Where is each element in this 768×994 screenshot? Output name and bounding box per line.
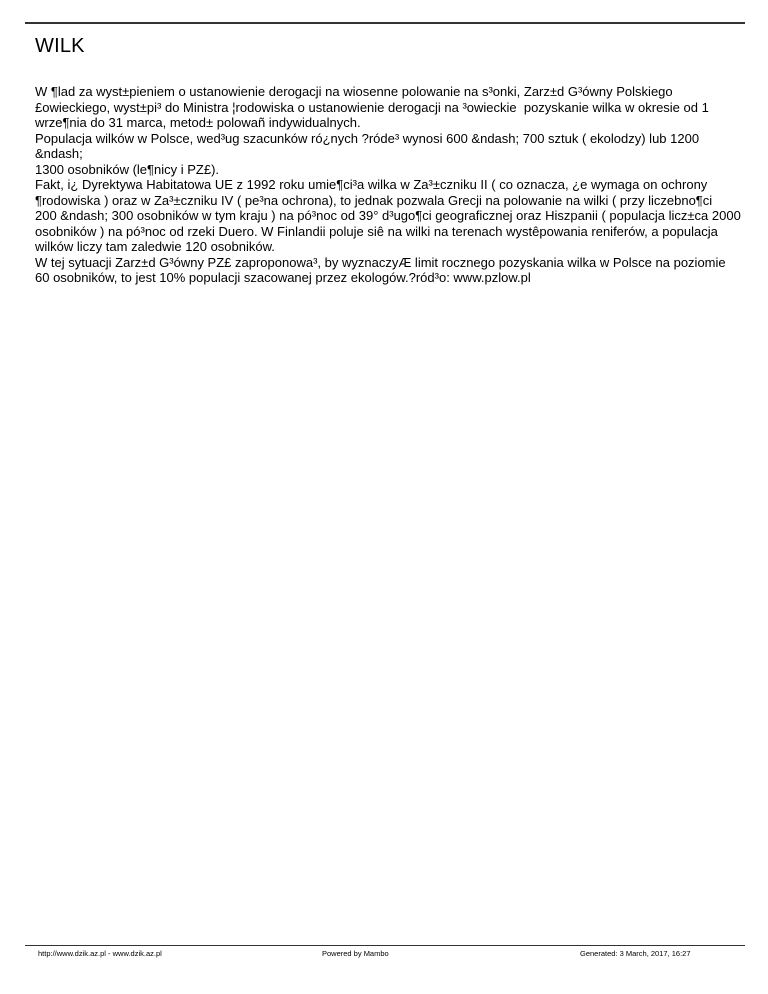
footer-generated-date: Generated: 3 March, 2017, 16:27	[580, 949, 691, 958]
article-body	[35, 84, 747, 286]
article-paragraph: W ¶lad za wyst±pieniem o ustanowienie derogacji na wiosenne polowanie na s³onki, Zarz±d G³ówny Polskiego £owieckiego, wyst±pi³ do Ministra ¦rodowiska o ustanowienie derogacji na ³owieckie pozyskanie wilka w okresie od 1 wrze¶nia do 31 marca, metod± polowañ indywidualnych.	[35, 84, 709, 130]
article-title: WILK	[35, 35, 85, 57]
article-paragraph: Fakt, i¿ Dyrektywa Habitatowa UE z 1992 roku umie¶ci³a wilka w Za³±czniku II ( co oznacza, ¿e wymaga on ochrony ¶rodowiska ) oraz w Za³±czniku IV ( pe³na ochrona), to jednak pozwala Grecji na polowanie na wilki ( przy liczebno¶ci 200 &ndash; 300 osobników w tym kraju ) na pó³noc od 39° d³ugo¶ci geograficznej oraz Hiszpanii ( populacja licz±ca 2000 osobników ) na pó³noc od rzeki Duero. W Finlandii poluje siê na wilki na terenach wystêpowania reniferów, a populacja wilków liczy tam zaledwie 120 osobników.	[35, 177, 741, 254]
bottom-divider	[25, 945, 745, 946]
article-paragraph: Populacja wilków w Polsce, wed³ug szacunków ró¿nych ?róde³ wynosi 600 &ndash; 700 sztuk ( ekolodzy) lub 1200 &ndash; 1300 osobników (le¶nicy i PZ£).	[35, 130, 700, 177]
top-divider	[25, 22, 745, 24]
footer-powered-by: Powered by Mambo	[322, 949, 389, 958]
footer-site-url: http://www.dzik.az.pl - www.dzik.az.pl	[38, 949, 162, 958]
article-paragraph: W tej sytuacji Zarz±d G³ówny PZ£ zaproponowa³, by wyznaczyÆ limit rocznego pozyskania wilka w Polsce na poziomie 60 osobników, to jest 10% populacji szacowanej przez ekologów.?ród³o: www.pzlow.pl	[35, 254, 726, 285]
